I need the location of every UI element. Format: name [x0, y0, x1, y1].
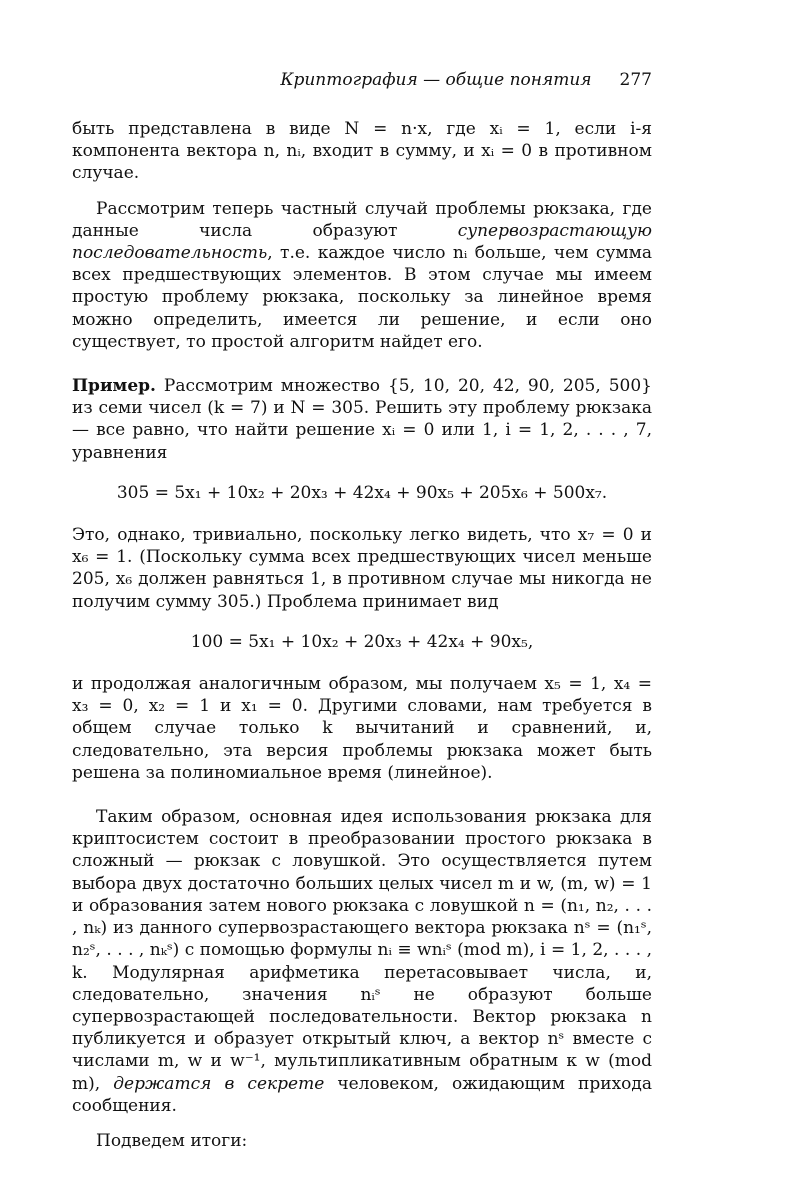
- equation-1: 305 = 5x₁ + 10x₂ + 20x₃ + 42x₄ + 90x₅ + 205x₆ + 500x₇.: [116, 482, 608, 503]
- running-header: [72, 70, 652, 90]
- paragraph-6-emphasis: держатся в секрете: [113, 1073, 325, 1094]
- paragraph-5: и продолжая аналогичным образом, мы получаем x₅ = 1, x₄ = x₃ = 0, x₂ = 1 и x₁ = 0. Другими словами, нам требуется в общем случае только k вычитаний и сравнений, и, следовательно, эта версия проблемы рюкзака может быть решена за полиномиальное время (линейное).: [72, 674, 652, 783]
- example-text: Рассмотрим множество {5, 10, 20, 42, 90, 205, 500} из семи чисел (k = 7) и N = 305. Решить эту проблему рюкзака — все равно, что найти решение xᵢ = 0 или 1, i = 1, 2, . . . , 7, уравнения: [72, 376, 652, 463]
- paragraph-2-text-b: , т.е. каждое число nᵢ больше, чем сумма всех предшествующих элементов. В этом случае мы имеем простую проблему рюкзака, поскольку за линейное время можно определить, имеется ли решение, и если оно существует, то простой алгоритм найдет его.: [72, 243, 652, 352]
- page-body: [72, 118, 652, 1152]
- paragraph-2-text-a: Рассмотрим теперь частный случай проблемы рюкзака, где данные числа образуют: [72, 198, 652, 241]
- paragraph-1: быть представлена в виде N = n·x, где xᵢ = 1, если i-я компонента вектора n, nᵢ, входит в сумму, и xᵢ = 0 в противном случае.: [72, 119, 652, 184]
- summary-lead: Подведем итоги:: [96, 1130, 248, 1151]
- paragraph-2: [72, 198, 652, 353]
- page-number: 277: [619, 70, 652, 90]
- paragraph-6: [72, 806, 652, 1117]
- example-label: Пример.: [72, 376, 156, 397]
- example-paragraph: [72, 375, 652, 464]
- equation-2: 100 = 5x₁ + 10x₂ + 20x₃ + 42x₄ + 90x₅,: [190, 631, 534, 652]
- paragraph-6-text-b: человеком, ожидающим прихода сообщения.: [72, 1073, 652, 1116]
- paragraph-4: Это, однако, тривиально, поскольку легко видеть, что x₇ = 0 и x₆ = 1. (Поскольку сумма всех предшествующих чисел меньше 205, x₆ должен равняться 1, в противном случае мы никогда не получим сумму 305.) Проблема принимает вид: [72, 525, 652, 612]
- paragraph-2-emphasis: супервозрастающую последовательность: [72, 220, 652, 264]
- running-title: Криптография — общие понятия: [280, 70, 592, 90]
- paragraph-6-text-a: Таким образом, основная идея использования рюкзака для криптосистем состоит в преобразовании простого рюкзака в сложный — рюкзак с ловушкой. Это осуществляется путем выбора двух достаточно больших целых чисел m и w, (m, w) = 1 и образования затем нового рюкзака с ловушкой n = (n₁, n₂, . . . , nₖ) из данного супервозрастающего вектора рюкзака nˢ = (n₁ˢ, n₂ˢ, . . . , nₖˢ) с помощью формулы nᵢ ≡ wnᵢˢ (mod m), i = 1, 2, . . . , k. Модулярная арифметика перетасовывает числа, и, следовательно, значения nᵢˢ не образуют больше супервозрастающей последовательности. Вектор рюкзака n публикуется и образует открытый ключ, а вектор nˢ вместе с числами m, w и w⁻¹, мультипликативным обратным к w (mod m),: [72, 807, 652, 1094]
